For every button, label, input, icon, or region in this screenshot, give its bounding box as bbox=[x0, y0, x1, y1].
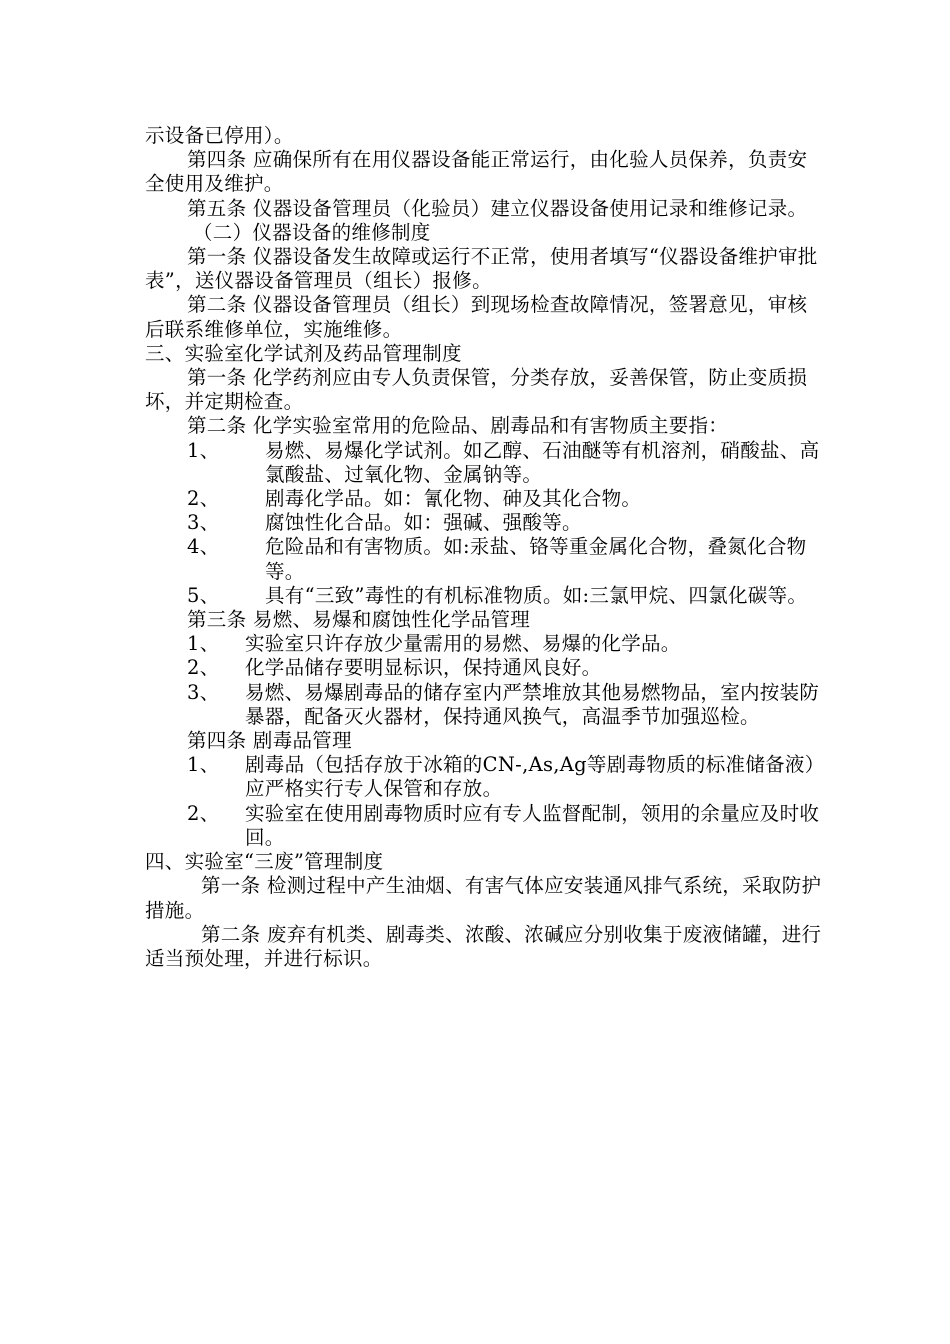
chem-article-3: 第三条 易燃、易爆和腐蚀性化学品管理 bbox=[187, 608, 531, 632]
list-item bbox=[145, 753, 825, 801]
list-item-text: 腐蚀性化合品。如：强碱、强酸等。 bbox=[265, 511, 582, 535]
list-item-number: 4、 bbox=[187, 535, 220, 559]
article-4: 第四条 应确保所有在用仪器设备能正常运行，由化验人员保养，负责安全使用及维护。 bbox=[145, 148, 808, 196]
list-item-text: 化学品储存要明显标识，保持通风良好。 bbox=[245, 656, 602, 680]
section-heading-waste: 四、实验室“三废”管理制度 bbox=[145, 850, 384, 874]
list-item-text: 易燃、易爆剧毒品的储存室内严禁堆放其他易燃物品，室内按装防暴器，配备灭火器材，保持通风换气，高温季节加强巡检。 bbox=[245, 680, 820, 728]
list-item-number: 2、 bbox=[187, 656, 220, 680]
list-item-text: 剧毒品（包括存放于冰箱的CN-,As,Ag等剧毒物质的标准储备液）应严格实行专人保管和存放。 bbox=[245, 753, 825, 801]
list-item-text: 剧毒化学品。如：氰化物、砷及其化合物。 bbox=[265, 487, 642, 511]
list-item bbox=[145, 656, 825, 680]
list-item bbox=[145, 802, 825, 850]
list-item bbox=[145, 511, 825, 535]
list-item-text: 易燃、易爆化学试剂。如乙醇、石油醚等有机溶剂，硝酸盐、高氯酸盐、过氧化物、金属钠等。 bbox=[265, 438, 820, 486]
list-item-number: 2、 bbox=[187, 487, 220, 511]
list-item bbox=[145, 535, 825, 583]
list-item-number: 1、 bbox=[187, 632, 220, 656]
chem-article-2: 第二条 化学实验室常用的危险品、剧毒品和有害物质主要指： bbox=[187, 414, 729, 438]
list-item-number: 1、 bbox=[187, 753, 220, 777]
poison-list bbox=[145, 753, 825, 850]
list-item-text: 危险品和有害物质。如:汞盐、铬等重金属化合物，叠氮化合物等。 bbox=[265, 535, 807, 583]
section-heading-repair: （二）仪器设备的维修制度 bbox=[193, 220, 431, 244]
repair-article-1: 第一条 仪器设备发生故障或运行不正常，使用者填写“仪器设备维护审批表”，送仪器设备管理员（组长）报修。 bbox=[145, 245, 818, 293]
paragraph-continuation: 示设备已停用）。 bbox=[145, 124, 294, 147]
hazard-list bbox=[145, 439, 825, 608]
list-item-number: 3、 bbox=[187, 511, 220, 535]
list-item-number: 5、 bbox=[187, 583, 220, 607]
list-item-text: 实验室在使用剧毒物质时应有专人监督配制，领用的余量应及时收回。 bbox=[245, 801, 820, 849]
list-item-text: 具有“三致”毒性的有机标准物质。如:三氯甲烷、四氯化碳等。 bbox=[265, 583, 808, 607]
flammable-list bbox=[145, 632, 825, 729]
chem-article-1: 第一条 化学药剂应由专人负责保管，分类存放，妥善保管，防止变质损坏，并定期检查。 bbox=[145, 366, 808, 414]
waste-article-2: 第二条 废弃有机类、剧毒类、浓酸、浓碱应分别收集于废液储罐，进行适当预处理，并进行标识。 bbox=[145, 922, 822, 970]
list-item bbox=[145, 439, 825, 487]
document-page bbox=[145, 124, 825, 971]
list-item bbox=[145, 487, 825, 511]
list-item bbox=[145, 632, 825, 656]
list-item-number: 3、 bbox=[187, 680, 220, 704]
chem-article-4: 第四条 剧毒品管理 bbox=[187, 729, 352, 753]
repair-article-2: 第二条 仪器设备管理员（组长）到现场检查故障情况，签署意见，审核后联系维修单位，实施维修。 bbox=[145, 293, 808, 341]
list-item-number: 1、 bbox=[187, 438, 220, 462]
list-item-text: 实验室只许存放少量需用的易燃、易爆的化学品。 bbox=[245, 632, 681, 656]
section-heading-chemicals: 三、实验室化学试剂及药品管理制度 bbox=[145, 341, 462, 365]
list-item bbox=[145, 584, 825, 608]
list-item-number: 2、 bbox=[187, 801, 220, 825]
article-5: 第五条 仪器设备管理员（化验员）建立仪器设备使用记录和维修记录。 bbox=[187, 196, 808, 220]
waste-article-1: 第一条 检测过程中产生油烟、有害气体应安装通风排气系统，采取防护措施。 bbox=[145, 874, 822, 922]
list-item bbox=[145, 681, 825, 729]
